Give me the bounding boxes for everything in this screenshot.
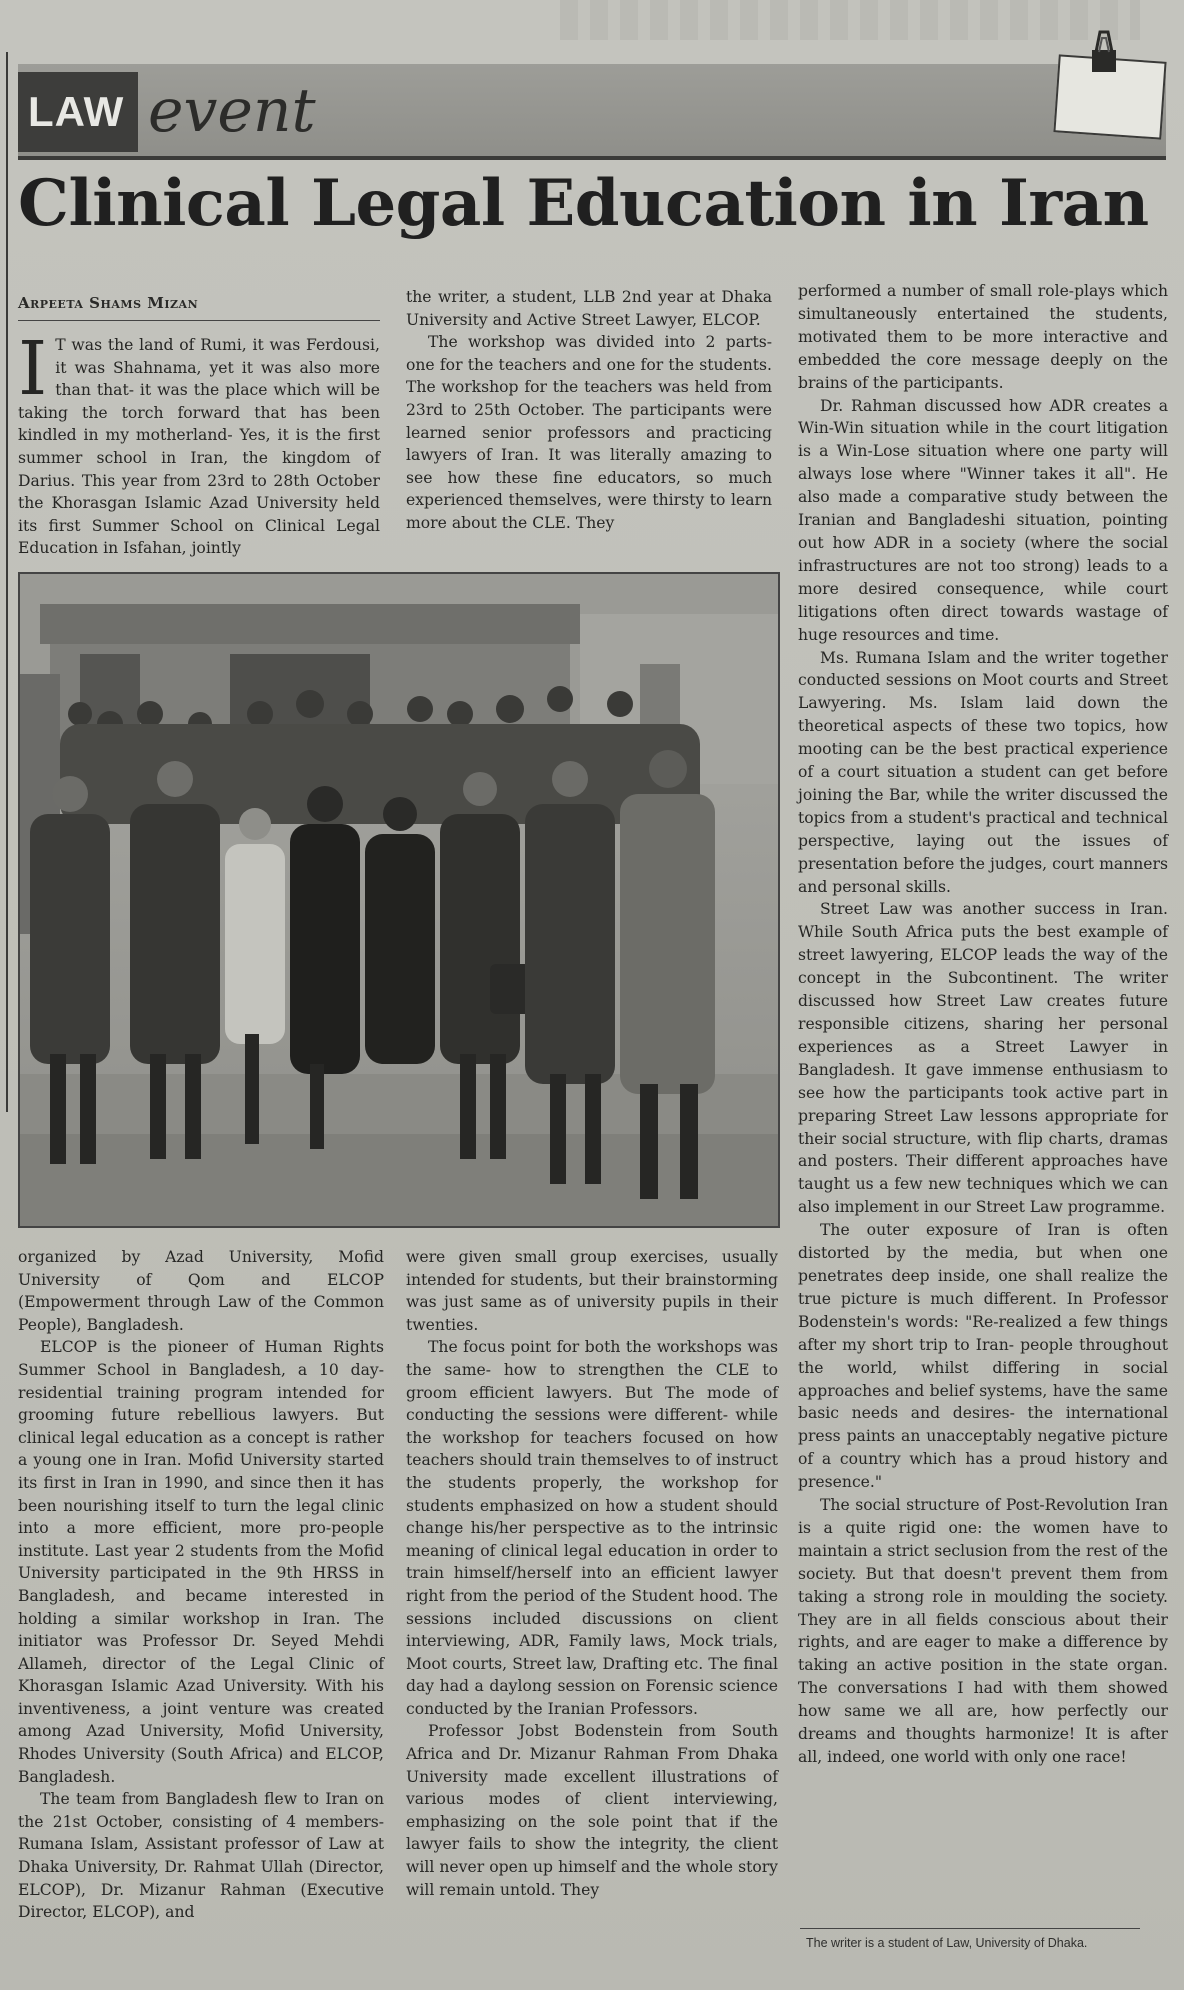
author-note: The writer is a student of Law, University of Dhaka.	[806, 1936, 1088, 1950]
column-3	[798, 280, 1168, 1769]
intro-paragraph: T was the land of Rumi, it was Ferdousi, it was Shahnama, yet it was also more than that- it was the place which will be taking the torch forward that has been kindled in my motherland- Yes, it is the first summer school in Iran, the kingdom of Darius. This year from 23rd to 28th October the Khorasgan Islamic Azad University held its first Summer School on Clinical Legal Education in Isfahan, jointly	[18, 336, 380, 558]
group-photo-illustration	[20, 574, 778, 1226]
paragraph: Street Law was another success in Iran. While South Africa puts the best example of street lawyering, ELCOP leads the way of the concept in the Subcontinent. The writer discussed how Street Law creates future responsible citizens, sharing her personal experiences as a Street Lawyer in Bangladesh. It gave immense enthusiasm to see how the participants took active part in preparing Street Law lessons appropriate for their social structure, with flip charts, dramas and posters. Their different approaches have taught us a few new techniques which we can also implement in our Street Law programme.	[798, 900, 1168, 1217]
section-sublabel: event	[148, 76, 316, 146]
group-photo	[18, 572, 780, 1228]
byline: Arpeeta Shams Mizan	[18, 294, 199, 312]
paragraph: Dr. Rahman discussed how ADR creates a Win-Win situation while in the court litigation is a Win-Lose situation where one party will always lose where "Winner takes it all". He also made a comparative study between the Iranian and Bangladeshi situation, pointing out how ADR in a society (where the social infrastructures are not too strong) leads to a more desired consequence, while court litigations often direct towards wastage of huge resources and time.	[798, 396, 1168, 644]
column-1-top	[18, 326, 380, 560]
paragraph: The social structure of Post-Revolution Iran is a quite rigid one: the women have to maintain a strict seclusion from the rest of the society. But that doesn't prevent them from taking a strong role in moulding the society. They are in all fields conscious about their rights, and are eager to make a difference by taking an active position in the state organ. The conversations I had with them showed how same we all are, how perfectly our dreams and thoughts harmonize! It is after all, indeed, one world with only one race!	[798, 1496, 1168, 1766]
column-1-bottom	[18, 1246, 384, 1924]
footer-rule	[800, 1928, 1140, 1929]
section-label: LAW	[28, 88, 125, 135]
paragraph: The workshop was divided into 2 parts- one for the teachers and one for the students. The workshop for the teachers was held from 23rd to 25th October. The participants were learned senior professors and practicing lawyers of Iran. It was literally amazing to see how these fine educators, so much experienced themselves, were thirsty to learn more about the CLE. They	[406, 333, 772, 532]
paragraph: The outer exposure of Iran is often distorted by the media, but when one penetrates deep inside, one shall realize the true picture is much different. In Professor Bodenstein's words: "Re-realized a few things after my short trip to Iran- people throughout the world, whilst differing in social approaches and belief systems, have the same basic needs and desires- the international press paints an unacceptably negative picture of a country which has a proud history and presence."	[798, 1221, 1168, 1492]
paragraph: the writer, a student, LLB 2nd year at Dhaka University and Active Street Lawyer, ELCOP.	[406, 288, 772, 329]
paragraph: were given small group exercises, usually intended for students, but their brainstorming was just same as of university pupils in their twenties.	[406, 1248, 778, 1334]
paragraph: organized by Azad University, Mofid University of Qom and ELCOP (Empowerment through Law of the Common People), Bangladesh.	[18, 1248, 384, 1334]
drop-cap: I	[18, 326, 48, 412]
column-2-bottom	[406, 1246, 778, 1901]
paragraph: performed a number of small role-plays which simultaneously entertained the students, motivated them to be more interactive and embedded the core message deeply on the brains of the participants.	[798, 282, 1168, 392]
paragraph: ELCOP is the pioneer of Human Rights Summer School in Bangladesh, a 10 day-residential training program intended for grooming future rebellious lawyers. But clinical legal education as a concept is rather a young one in Iran. Mofid University started its first in Iran in 1990, and since then it has been nourishing itself to turn the legal clinic into a more efficient, more pro-people institute. Last year 2 students from the Mofid University participated in the 9th HRSS in Bangladesh, and became interested in holding a similar workshop in Iran. The initiator was Professor Dr. Seyed Mehdi Allameh, director of the Legal Clinic of Khorasgan Islamic Azad University. With his inventiveness, a joint venture was created among Azad University, Mofid University, Rhodes University (South Africa) and ELCOP, Bangladesh.	[18, 1338, 384, 1786]
bleed-through-text	[560, 0, 1140, 40]
paragraph: Ms. Rumana Islam and the writer together conducted sessions on Moot courts and Street Lawyering. Ms. Islam laid down the theoretical aspects of these two topics, how mooting can be the best practical experience of a court situation a student can get before joining the Bar, while the writer discussed the topics from a student's practical and technical perspective, laying out the issues of presentation before the judges, court manners and personal skills.	[798, 648, 1168, 896]
headline: Clinical Legal Education in Iran	[18, 166, 1149, 241]
paragraph: The focus point for both the workshops was the same- how to strengthen the CLE to groom efficient lawyers. But The mode of conducting the sessions were different- while the workshop for teachers focused on how teachers should train themselves to of instruct the students properly, the workshop for students emphasized on how a student should change his/her perspective as to the intrinsic meaning of clinical legal education in order to train himself/herself into an efficient lawyer right from the period of the Student hood. The sessions included discussions on client interviewing, ADR, Family laws, Mock trials, Moot courts, Street law, Drafting etc. The final day had a daylong session on Forensic science conducted by the Iranian Professors.	[406, 1338, 778, 1718]
byline-rule	[18, 320, 380, 321]
binder-clip-icon	[1088, 30, 1120, 76]
paragraph: Professor Jobst Bodenstein from South Africa and Dr. Mizanur Rahman From Dhaka University made excellent illustrations of various modes of client interviewing, emphasizing on the sole point that if the lawyer fails to show the integrity, the client will never open up himself and the whole story will remain untold. They	[406, 1722, 778, 1899]
page-edge-rule	[6, 52, 8, 1112]
paragraph: The team from Bangladesh flew to Iran on the 21st October, consisting of 4 members- Rumana Islam, Assistant professor of Law at Dhaka University, Dr. Rahmat Ullah (Director, ELCOP), Dr. Mizanur Rahman (Executive Director, ELCOP), and	[18, 1790, 384, 1922]
column-2-top	[406, 286, 772, 535]
